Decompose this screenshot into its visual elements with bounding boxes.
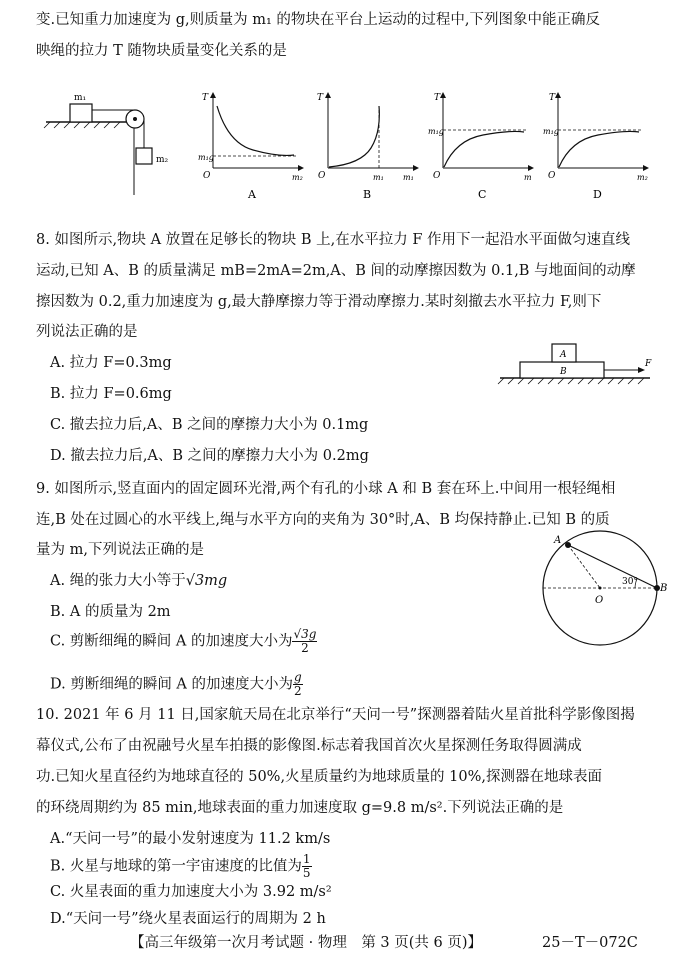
- q8-line4: 列说法正确的是: [36, 324, 138, 340]
- q8-blocks-figure: [490, 338, 660, 398]
- q9-option-d-num: g: [294, 670, 302, 684]
- q10-option-c: C. 火星表面的重力加速度大小为 3.92 m/s²: [50, 884, 332, 900]
- q10-option-b-text: B. 火星与地球的第一宇宙速度的比值为: [50, 858, 302, 875]
- q7-graph-b: [313, 88, 423, 203]
- q7-line1: 变.已知重力加速度为 g,则质量为 m₁ 的物块在平台上运动的过程中,下列图象中能正确反: [36, 12, 600, 28]
- q10-option-b: [50, 853, 312, 880]
- q9-option-c-den: 2: [301, 641, 309, 655]
- q8-fig-label-a: A: [560, 350, 567, 360]
- q7-label-m1: m₁: [74, 93, 87, 103]
- q7d-t-label: T: [549, 93, 556, 103]
- q9-line2: 连,B 处在过圆心的水平线上,绳与水平方向的夹角为 30°时,A、B 均保持静止.已知 B 的质: [36, 512, 610, 528]
- q8-option-a: A. 拉力 F=0.3mg: [50, 355, 172, 371]
- q9-option-d-fraction: [293, 671, 303, 698]
- q9-fig-label-o: O: [595, 595, 604, 606]
- q7b-t-label: T: [317, 93, 324, 103]
- q7a-x-label: m₂: [292, 173, 303, 182]
- q7b-origin: O: [318, 171, 326, 181]
- q10-line2: 幕仪式,公布了由祝融号火星车拍摄的影像图.标志着我国首次火星探测任务取得圆满成: [36, 738, 582, 754]
- q7-label-m2: m₂: [156, 155, 169, 165]
- q7-graph-a: [198, 88, 308, 203]
- q9-fig-label-b: B: [660, 583, 668, 594]
- q8-option-d: D. 撤去拉力后,A、B 之间的摩擦力大小为 0.2mg: [50, 448, 369, 464]
- q9-option-d-text: D. 剪断细绳的瞬间 A 的加速度大小为: [50, 676, 294, 693]
- q9-option-d-den: 2: [294, 684, 302, 698]
- q9-option-a-value: √3mg: [185, 573, 228, 589]
- q7a-t-label: T: [202, 93, 209, 103]
- q7-graph-d-label: D: [593, 188, 602, 201]
- q8-line3: 擦因数为 0.2,重力加速度为 g,最大静摩擦力等于滑动摩擦力.某时刻撤去水平拉力 F,则下: [36, 294, 602, 310]
- q9-option-c-text: C. 剪断细绳的瞬间 A 的加速度大小为: [50, 633, 293, 650]
- q9-option-a: [50, 569, 227, 590]
- q9-line3: 量为 m,下列说法正确的是: [36, 542, 204, 558]
- q7d-x-label: m₂: [637, 173, 648, 182]
- q7-graph-b-label: B: [363, 188, 372, 201]
- q9-circle-figure: [540, 525, 670, 655]
- q10-line3: 功.已知火星直径约为地球直径的 50%,火星质量约为地球质量的 10%,探测器在地球表面: [36, 769, 602, 785]
- q7d-m1g: m₁g: [543, 127, 559, 136]
- q7-line2: 映绳的拉力 T 随物块质量变化关系的是: [36, 43, 287, 59]
- q10-option-b-fraction: [302, 853, 312, 880]
- q9-option-c-num: √3g: [293, 627, 317, 641]
- q7c-t-label: T: [434, 93, 441, 103]
- q9-fig-angle: 30°: [622, 577, 638, 587]
- q7-pulley-figure: [40, 90, 169, 200]
- q9-option-b: B. A 的质量为 2m: [50, 604, 171, 620]
- q7a-m1g: m₁g: [198, 153, 214, 162]
- q9-option-c-fraction: [292, 628, 317, 655]
- footer-title: 【高三年级第一次月考试题 · 物理 第 3 页(共 6 页)】: [130, 935, 483, 951]
- q7c-m1g: m₁g: [428, 127, 444, 136]
- q9-option-d: [50, 671, 303, 698]
- q7d-origin: O: [548, 171, 556, 181]
- q10-line1: 10. 2021 年 6 月 11 日,国家航天局在北京举行“天问一号”探测器着陆火星首批科学影像图揭: [36, 707, 635, 723]
- q7-graph-a-label: A: [248, 188, 256, 201]
- q7b-x-label: m₁: [403, 173, 414, 182]
- q8-fig-label-f: F: [645, 359, 652, 369]
- q8-fig-label-b: B: [560, 367, 567, 377]
- footer-code: 25－T－072C: [542, 935, 638, 951]
- q10-line4: 的环绕周期约为 85 min,地球表面的重力加速度取 g=9.8 m/s².下列说法正确的是: [36, 800, 564, 816]
- q7-graph-c-label: C: [478, 188, 487, 201]
- q10-option-a: A.“天问一号”的最小发射速度为 11.2 km/s: [50, 831, 331, 847]
- q7c-origin: O: [433, 171, 441, 181]
- q7c-x-label: m: [524, 173, 532, 182]
- q7-graph-d: [543, 88, 653, 203]
- q7a-origin: O: [203, 171, 211, 181]
- q7b-m1-tick: m₁: [373, 173, 384, 182]
- q10-option-b-den: 5: [302, 866, 311, 880]
- page-footer: [130, 931, 638, 952]
- q9-option-c: [50, 628, 317, 655]
- q9-line1: 9. 如图所示,竖直面内的固定圆环光滑,两个有孔的小球 A 和 B 套在环上.中间用一根轻绳相: [36, 481, 616, 497]
- q9-option-a-text: A. 绳的张力大小等于: [50, 573, 186, 589]
- q10-option-d: D.“天问一号”绕火星表面运行的周期为 2 h: [50, 911, 326, 927]
- q8-option-b: B. 拉力 F=0.6mg: [50, 386, 172, 402]
- q9-fig-label-a: A: [554, 535, 562, 546]
- q8-option-c: C. 撤去拉力后,A、B 之间的摩擦力大小为 0.1mg: [50, 417, 369, 433]
- q8-line2: 运动,已知 A、B 的质量满足 mB=2mA=2m,A、B 间的动摩擦因数为 0.1,B 与地面间的动摩: [36, 263, 636, 279]
- q10-option-b-num: 1: [302, 852, 311, 866]
- q7-graph-c: [428, 88, 538, 203]
- q8-line1: 8. 如图所示,物块 A 放置在足够长的物块 B 上,在水平拉力 F 作用下一起沿水平面做匀速直线: [36, 232, 631, 248]
